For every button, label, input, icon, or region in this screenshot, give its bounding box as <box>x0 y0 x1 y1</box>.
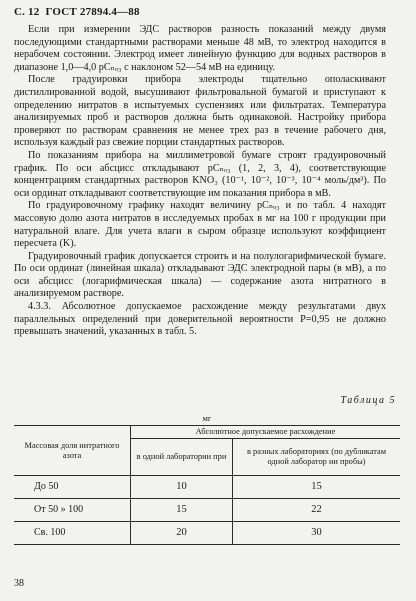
cell-diff-labs: 15 <box>233 476 401 499</box>
table-title: Таблица 5 <box>340 395 396 406</box>
page-label: С. 12 <box>14 6 40 18</box>
row-label: От 50 » 100 <box>14 499 131 522</box>
cell-one-lab: 20 <box>131 522 233 545</box>
paragraph-5: Градуировочный график допускается строить и на полулогарифмической бумаге. По оси ординат (линейная шкала) откладывают ЭДС электродной пары (в мВ), а по оси абсцисс (логарифмическая шкала) — содержание азота нитратного в анализируемом растворе. <box>14 250 386 300</box>
cell-diff-labs: 30 <box>233 522 401 545</box>
cell-one-lab: 10 <box>131 476 233 499</box>
cell-diff-labs: 22 <box>233 499 401 522</box>
column-header-nitrate: Массовая доля нитратного азота <box>14 426 131 476</box>
column-group-header: Абсолютное допускаемое расхождение <box>131 426 401 439</box>
row-label: Св. 100 <box>14 522 131 545</box>
cell-one-lab: 15 <box>131 499 233 522</box>
paragraph-2: После градуировки прибора электроды тщательно ополаскивают дистиллированной водой, высушивают фильтровальной бумагой и приступают к определению нитратов в испытуемых суспензиях или фильтратах. Температура анализируемых проб и растворов должна быть одинаковой. Настройку прибора проверяют по растворам сравнения не менее трех раз в течение рабочего дня, используя каждый раз свежие порции стандартных растворов. <box>14 74 386 149</box>
row-label: До 50 <box>14 476 131 499</box>
column-header-one-lab: в одной лаборатории при <box>131 439 233 476</box>
table-row <box>14 476 400 499</box>
page-number: 38 <box>14 578 24 589</box>
table-row <box>14 522 400 545</box>
paragraph-3: По показаниям прибора на миллиметровой бумаге строят градуировочный график. По оси абсцисс откладывают pCₙₒ₃ (1, 2, 3, 4), соответствующие концентрациям стандартных растворов KNO₃ (10⁻¹, 10⁻², 10⁻³, 10⁻⁴ моль/дм³). По оси ординат откладывают соответствующие им показания прибора в мВ. <box>14 149 386 199</box>
standard-number: ГОСТ 27894.4—88 <box>45 6 140 18</box>
table-5 <box>14 413 400 545</box>
paragraph-1: Если при измерении ЭДС растворов разность показаний между двумя последующими стандартными растворами меньше 48 мВ, то электрод находится в нерабочем состоянии. Электрод имеет линейную функцию для водных растворов в диапазоне 1,0—4,0 pCₙₒ₃ с наклоном 52—54 мВ на единицу. <box>14 24 386 73</box>
paragraph-6: 4.3.3. Абсолютное допускаемое расхождение между результатами двух параллельных определений при доверительной вероятности P=0,95 не должно превышать значений, указанных в табл. 5. <box>14 301 386 338</box>
table-unit: мг <box>202 414 212 423</box>
body-text <box>14 24 386 339</box>
page-header <box>14 6 140 18</box>
table-row <box>14 499 400 522</box>
column-header-diff-labs: в разных лабораториях (по дубликатам одной лаборатор ии пробы) <box>233 439 401 476</box>
paragraph-4: По градуировочному графику находят величину pCₙₒ₃ и по табл. 4 находят массовую долю азота нитратов в исследуемых пробах в мг на 100 г продукции при натуральной влаге. Для учета влаги в сыром образце используют коэффициент пересчета (K). <box>14 200 386 250</box>
